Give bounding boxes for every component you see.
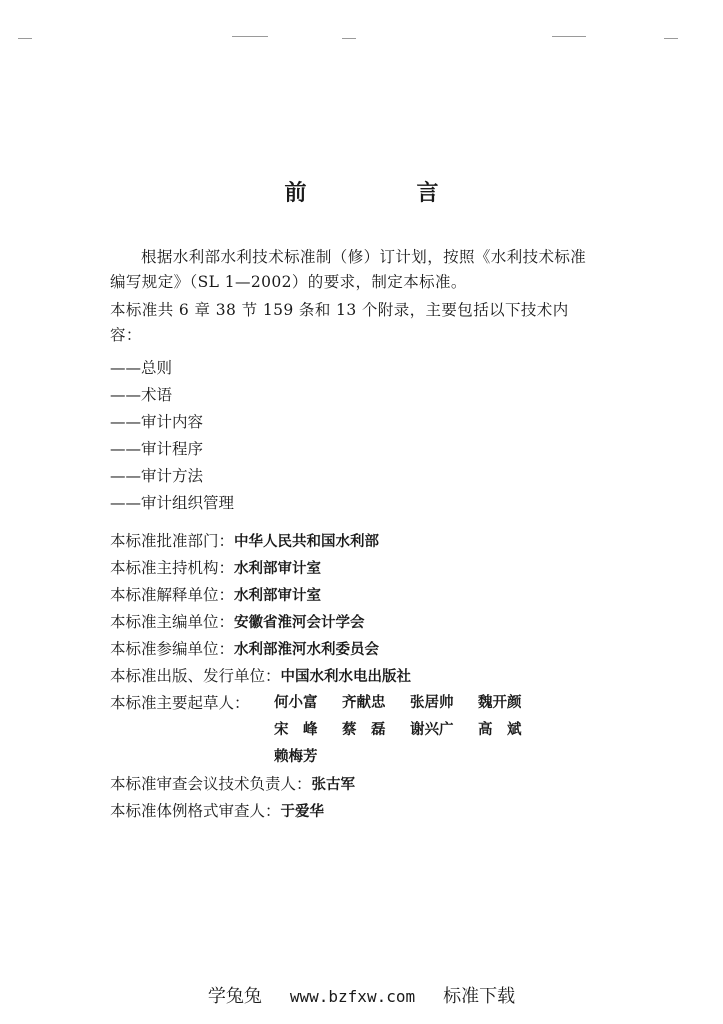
list-item: ——术语 xyxy=(110,386,173,404)
info-value: 安徽省淮河会计学会 xyxy=(234,615,365,631)
page-title: 前 言 xyxy=(284,181,483,206)
intro-text-1: 根据水利部水利技术标准制（修）订计划，按照《水利技术标准编写规定》（SL 1—2002）的要求，制定本标准。 xyxy=(110,248,587,291)
list-item: ——审计程序 xyxy=(110,440,204,458)
info-value: 水利部淮河水利委员会 xyxy=(234,642,380,658)
info-value: 于爱华 xyxy=(280,804,325,820)
info-label: 本标准参编单位： xyxy=(110,640,235,658)
list-item: ——审计方法 xyxy=(110,467,204,485)
footer-brand: 学兔兔 xyxy=(207,986,262,1007)
footer-watermark xyxy=(0,982,723,1008)
info-label: 本标准解释单位： xyxy=(110,586,235,604)
info-value: 中华人民共和国水利部 xyxy=(234,534,380,550)
info-row-format-reviewer xyxy=(110,798,355,825)
drafters-names xyxy=(274,690,546,771)
list-item: ——总则 xyxy=(110,359,173,377)
info-row-review-lead xyxy=(110,771,355,798)
footer-site: www.bzfxw.com xyxy=(289,987,416,1006)
drafter-name: 魏开颜 xyxy=(478,695,522,711)
review-info xyxy=(110,771,355,825)
scan-artifact xyxy=(232,36,268,37)
info-value: 张古军 xyxy=(311,777,356,793)
info-row-host xyxy=(110,555,411,582)
info-label: 本标准体例格式审查人： xyxy=(110,802,281,820)
info-row-interpretation xyxy=(110,582,411,609)
list-item: ——审计内容 xyxy=(110,413,204,431)
info-value: 水利部审计室 xyxy=(234,588,322,604)
info-label: 本标准主编单位： xyxy=(110,613,235,631)
info-row-publisher xyxy=(110,663,411,690)
drafter-name: 何小富 xyxy=(274,695,318,711)
info-value: 水利部审计室 xyxy=(234,561,322,577)
scan-artifact xyxy=(18,38,32,39)
drafters-label: 本标准主要起草人： xyxy=(110,694,250,712)
intro-text-2: 本标准共 6 章 38 节 159 条和 13 个附录，主要包括以下技术内容： xyxy=(110,301,569,344)
info-value: 中国水利水电出版社 xyxy=(280,669,412,685)
drafters-line xyxy=(274,690,546,717)
drafter-name: 谢兴广 xyxy=(410,722,454,738)
info-label: 本标准审查会议技术负责人： xyxy=(110,775,312,793)
scan-artifact xyxy=(664,38,678,39)
drafter-name: 蔡 磊 xyxy=(342,722,386,738)
info-row-approval xyxy=(110,528,411,555)
contents-list xyxy=(110,355,234,517)
info-row-participant xyxy=(110,636,411,663)
drafter-name: 张居帅 xyxy=(410,695,454,711)
scan-artifact xyxy=(342,38,356,39)
drafter-name: 齐献忠 xyxy=(342,695,386,711)
drafter-name: 高 斌 xyxy=(478,722,522,738)
info-label: 本标准主持机构： xyxy=(110,559,235,577)
info-label: 本标准出版、发行单位： xyxy=(110,667,281,685)
intro-paragraph-1 xyxy=(110,245,590,295)
drafter-name: 宋 峰 xyxy=(274,722,318,738)
info-row-chief-editor xyxy=(110,609,411,636)
drafters-line xyxy=(274,744,546,771)
footer-tagline: 标准下载 xyxy=(443,986,516,1007)
drafter-name: 赖梅芳 xyxy=(274,749,318,765)
info-label: 本标准批准部门： xyxy=(110,532,235,550)
scan-artifact xyxy=(552,36,586,37)
standard-info xyxy=(110,528,411,717)
list-item: ——审计组织管理 xyxy=(110,494,235,512)
intro-paragraph-2 xyxy=(110,298,590,348)
drafters-line xyxy=(274,717,546,744)
